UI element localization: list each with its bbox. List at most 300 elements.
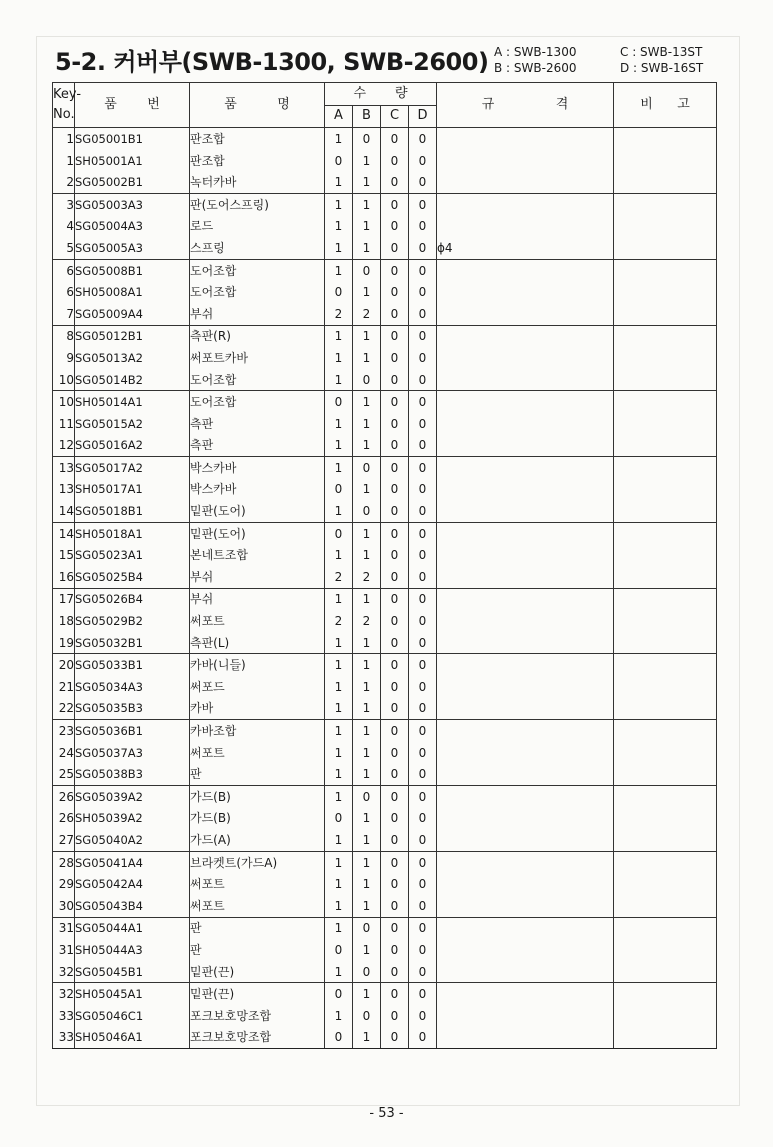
qty-d-cell: 0 bbox=[409, 939, 437, 961]
qty-d-cell: 0 bbox=[409, 435, 437, 457]
qty-b-cell: 1 bbox=[353, 216, 381, 238]
qty-d-cell: 0 bbox=[409, 128, 437, 150]
qty-c-cell: 0 bbox=[381, 544, 409, 566]
qty-b-cell: 1 bbox=[353, 763, 381, 785]
remark-cell bbox=[614, 698, 717, 720]
qty-b-cell: 1 bbox=[353, 237, 381, 259]
part-name-cell: 도어조합 bbox=[190, 369, 325, 391]
part-name-cell: 가드(B) bbox=[190, 808, 325, 830]
part-name-cell: 브라켓트(가드A) bbox=[190, 851, 325, 873]
qty-a-cell: 1 bbox=[325, 654, 353, 676]
qty-a-cell: 1 bbox=[325, 588, 353, 610]
table-row bbox=[53, 983, 717, 1005]
table-row bbox=[53, 698, 717, 720]
remark-cell bbox=[614, 742, 717, 764]
part-number-cell: SG05037A3 bbox=[75, 742, 190, 764]
qty-b-cell: 1 bbox=[353, 808, 381, 830]
spec-cell bbox=[437, 259, 614, 281]
qty-b-cell: 0 bbox=[353, 369, 381, 391]
part-name-cell: 포크보호망조합 bbox=[190, 1005, 325, 1027]
qty-c-cell: 0 bbox=[381, 808, 409, 830]
header-remark bbox=[614, 83, 717, 128]
part-name-cell: 카바조합 bbox=[190, 720, 325, 742]
spec-cell bbox=[437, 1005, 614, 1027]
qty-c-cell: 0 bbox=[381, 281, 409, 303]
qty-b-cell: 2 bbox=[353, 303, 381, 325]
part-number-cell: SG05040A2 bbox=[75, 829, 190, 851]
spec-cell bbox=[437, 479, 614, 501]
qty-b-cell: 0 bbox=[353, 128, 381, 150]
qty-c-cell: 0 bbox=[381, 698, 409, 720]
key-cell: 25 bbox=[53, 763, 75, 785]
key-cell: 10 bbox=[53, 369, 75, 391]
remark-cell bbox=[614, 150, 717, 172]
header-text: 규 bbox=[481, 97, 495, 113]
table-row bbox=[53, 588, 717, 610]
part-name-cell: 써포트 bbox=[190, 873, 325, 895]
part-number-cell: SG05008B1 bbox=[75, 259, 190, 281]
table-row bbox=[53, 391, 717, 413]
remark-cell bbox=[614, 544, 717, 566]
qty-c-cell: 0 bbox=[381, 873, 409, 895]
qty-c-cell: 0 bbox=[381, 413, 409, 435]
spec-cell bbox=[437, 983, 614, 1005]
part-name-cell: 써포드 bbox=[190, 676, 325, 698]
key-cell: 32 bbox=[53, 983, 75, 1005]
qty-a-cell: 1 bbox=[325, 457, 353, 479]
qty-a-cell: 1 bbox=[325, 961, 353, 983]
qty-b-cell: 0 bbox=[353, 500, 381, 522]
key-cell: 19 bbox=[53, 632, 75, 654]
qty-b-cell: 1 bbox=[353, 413, 381, 435]
qty-b-cell: 1 bbox=[353, 150, 381, 172]
qty-a-cell: 1 bbox=[325, 829, 353, 851]
part-number-cell: SG05041A4 bbox=[75, 851, 190, 873]
key-cell: 16 bbox=[53, 566, 75, 588]
part-name-cell: 본네트조합 bbox=[190, 544, 325, 566]
part-name-cell: 스프링 bbox=[190, 237, 325, 259]
qty-c-cell: 0 bbox=[381, 961, 409, 983]
remark-cell bbox=[614, 829, 717, 851]
part-name-cell: 도어조합 bbox=[190, 391, 325, 413]
part-name-cell: 밑판(도어) bbox=[190, 500, 325, 522]
part-name-cell: 카바 bbox=[190, 698, 325, 720]
table-row bbox=[53, 786, 717, 808]
qty-c-cell: 0 bbox=[381, 237, 409, 259]
table-row bbox=[53, 303, 717, 325]
qty-a-cell: 0 bbox=[325, 479, 353, 501]
qty-d-cell: 0 bbox=[409, 610, 437, 632]
qty-d-cell: 0 bbox=[409, 588, 437, 610]
part-name-cell: 밑판(도어) bbox=[190, 522, 325, 544]
part-number-cell: SG05012B1 bbox=[75, 325, 190, 347]
remark-cell bbox=[614, 193, 717, 215]
spec-cell bbox=[437, 216, 614, 238]
table-row bbox=[53, 632, 717, 654]
header-text: 량 bbox=[394, 85, 408, 101]
qty-b-cell: 1 bbox=[353, 479, 381, 501]
qty-d-cell: 0 bbox=[409, 391, 437, 413]
header-key-label: Key- No. bbox=[53, 87, 82, 123]
table-row bbox=[53, 676, 717, 698]
part-number-cell: SH05045A1 bbox=[75, 983, 190, 1005]
part-number-cell: SG05045B1 bbox=[75, 961, 190, 983]
spec-cell bbox=[437, 698, 614, 720]
qty-a-cell: 1 bbox=[325, 917, 353, 939]
part-number-cell: SG05013A2 bbox=[75, 347, 190, 369]
qty-c-cell: 0 bbox=[381, 895, 409, 917]
qty-a-cell: 0 bbox=[325, 150, 353, 172]
qty-a-cell: 0 bbox=[325, 281, 353, 303]
qty-b-cell: 1 bbox=[353, 939, 381, 961]
qty-a-cell: 1 bbox=[325, 873, 353, 895]
page-title: 5-2. 커버부(SWB-1300, SWB-2600) bbox=[55, 48, 489, 76]
part-number-cell: SH05008A1 bbox=[75, 281, 190, 303]
page-number: - 53 - bbox=[369, 1106, 404, 1121]
part-number-cell: SH05046A1 bbox=[75, 1027, 190, 1049]
qty-d-cell: 0 bbox=[409, 786, 437, 808]
qty-d-cell: 0 bbox=[409, 851, 437, 873]
spec-cell bbox=[437, 391, 614, 413]
key-cell: 15 bbox=[53, 544, 75, 566]
remark-cell bbox=[614, 479, 717, 501]
part-name-cell: 로드 bbox=[190, 216, 325, 238]
key-cell: 28 bbox=[53, 851, 75, 873]
qty-a-cell: 1 bbox=[325, 435, 353, 457]
spec-cell bbox=[437, 873, 614, 895]
part-number-cell: SG05038B3 bbox=[75, 763, 190, 785]
qty-d-cell: 0 bbox=[409, 983, 437, 1005]
part-number-cell: SG05029B2 bbox=[75, 610, 190, 632]
key-cell: 22 bbox=[53, 698, 75, 720]
spec-cell bbox=[437, 566, 614, 588]
key-cell: 3 bbox=[53, 193, 75, 215]
spec-cell bbox=[437, 171, 614, 193]
qty-b-cell: 1 bbox=[353, 676, 381, 698]
remark-cell bbox=[614, 632, 717, 654]
table-row bbox=[53, 851, 717, 873]
header-qty-b: B bbox=[353, 105, 381, 128]
qty-a-cell: 0 bbox=[325, 808, 353, 830]
remark-cell bbox=[614, 237, 717, 259]
qty-c-cell: 0 bbox=[381, 171, 409, 193]
table-row bbox=[53, 500, 717, 522]
header-qty-c: C bbox=[381, 105, 409, 128]
part-number-cell: SG05023A1 bbox=[75, 544, 190, 566]
part-number-cell: SG05001B1 bbox=[75, 128, 190, 150]
key-cell: 6 bbox=[53, 259, 75, 281]
qty-a-cell: 2 bbox=[325, 566, 353, 588]
qty-d-cell: 0 bbox=[409, 961, 437, 983]
remark-cell bbox=[614, 457, 717, 479]
part-number-cell: SH05017A1 bbox=[75, 479, 190, 501]
part-number-cell: SG05025B4 bbox=[75, 566, 190, 588]
qty-a-cell: 1 bbox=[325, 742, 353, 764]
table-row bbox=[53, 544, 717, 566]
key-cell: 29 bbox=[53, 873, 75, 895]
table-row bbox=[53, 150, 717, 172]
table-row bbox=[53, 808, 717, 830]
spec-cell bbox=[437, 588, 614, 610]
key-cell: 12 bbox=[53, 435, 75, 457]
key-cell: 20 bbox=[53, 654, 75, 676]
qty-b-cell: 1 bbox=[353, 391, 381, 413]
key-cell: 26 bbox=[53, 786, 75, 808]
key-cell: 2 bbox=[53, 171, 75, 193]
part-number-cell: SG05014B2 bbox=[75, 369, 190, 391]
qty-b-cell: 1 bbox=[353, 193, 381, 215]
qty-a-cell: 1 bbox=[325, 720, 353, 742]
qty-a-cell: 1 bbox=[325, 698, 353, 720]
qty-c-cell: 0 bbox=[381, 720, 409, 742]
qty-d-cell: 0 bbox=[409, 522, 437, 544]
qty-d-cell: 0 bbox=[409, 413, 437, 435]
remark-cell bbox=[614, 1027, 717, 1049]
table-row bbox=[53, 193, 717, 215]
part-number-cell: SG05033B1 bbox=[75, 654, 190, 676]
header-text: 명 bbox=[277, 97, 290, 113]
qty-c-cell: 0 bbox=[381, 325, 409, 347]
header-spec bbox=[437, 83, 614, 128]
spec-cell bbox=[437, 676, 614, 698]
key-cell: 13 bbox=[53, 457, 75, 479]
key-cell: 26 bbox=[53, 808, 75, 830]
header-text: 품 bbox=[104, 97, 117, 113]
part-name-cell: 박스카바 bbox=[190, 479, 325, 501]
qty-c-cell: 0 bbox=[381, 347, 409, 369]
qty-d-cell: 0 bbox=[409, 303, 437, 325]
qty-a-cell: 1 bbox=[325, 851, 353, 873]
qty-a-cell: 1 bbox=[325, 325, 353, 347]
qty-d-cell: 0 bbox=[409, 873, 437, 895]
part-name-cell: 써포트 bbox=[190, 895, 325, 917]
qty-b-cell: 0 bbox=[353, 259, 381, 281]
table-row bbox=[53, 347, 717, 369]
qty-b-cell: 1 bbox=[353, 654, 381, 676]
part-number-cell: SG05046C1 bbox=[75, 1005, 190, 1027]
qty-b-cell: 1 bbox=[353, 720, 381, 742]
qty-a-cell: 1 bbox=[325, 786, 353, 808]
key-cell: 1 bbox=[53, 150, 75, 172]
qty-c-cell: 0 bbox=[381, 457, 409, 479]
remark-cell bbox=[614, 171, 717, 193]
qty-c-cell: 0 bbox=[381, 128, 409, 150]
header-qty-a: A bbox=[325, 105, 353, 128]
part-name-cell: 포크보호망조합 bbox=[190, 1027, 325, 1049]
qty-b-cell: 0 bbox=[353, 786, 381, 808]
table-row bbox=[53, 895, 717, 917]
qty-b-cell: 1 bbox=[353, 435, 381, 457]
qty-a-cell: 1 bbox=[325, 895, 353, 917]
part-number-cell: SG05032B1 bbox=[75, 632, 190, 654]
key-cell: 17 bbox=[53, 588, 75, 610]
qty-c-cell: 0 bbox=[381, 786, 409, 808]
qty-b-cell: 1 bbox=[353, 873, 381, 895]
table-row bbox=[53, 1005, 717, 1027]
table-row bbox=[53, 939, 717, 961]
key-cell: 33 bbox=[53, 1005, 75, 1027]
qty-b-cell: 1 bbox=[353, 1027, 381, 1049]
spec-cell bbox=[437, 720, 614, 742]
part-name-cell: 부쉬 bbox=[190, 303, 325, 325]
header-part-number bbox=[75, 83, 190, 128]
qty-c-cell: 0 bbox=[381, 193, 409, 215]
key-cell: 14 bbox=[53, 522, 75, 544]
header-part-name bbox=[190, 83, 325, 128]
remark-cell bbox=[614, 413, 717, 435]
qty-b-cell: 1 bbox=[353, 632, 381, 654]
qty-b-cell: 1 bbox=[353, 829, 381, 851]
spec-cell bbox=[437, 193, 614, 215]
spec-cell bbox=[437, 917, 614, 939]
key-cell: 18 bbox=[53, 610, 75, 632]
qty-c-cell: 0 bbox=[381, 851, 409, 873]
spec-cell bbox=[437, 1027, 614, 1049]
part-number-cell: SH05001A1 bbox=[75, 150, 190, 172]
part-number-cell: SG05005A3 bbox=[75, 237, 190, 259]
qty-c-cell: 0 bbox=[381, 742, 409, 764]
qty-c-cell: 0 bbox=[381, 500, 409, 522]
part-number-cell: SG05018B1 bbox=[75, 500, 190, 522]
key-cell: 1 bbox=[53, 128, 75, 150]
qty-d-cell: 0 bbox=[409, 216, 437, 238]
qty-a-cell: 1 bbox=[325, 347, 353, 369]
table-row bbox=[53, 829, 717, 851]
key-cell: 4 bbox=[53, 216, 75, 238]
qty-d-cell: 0 bbox=[409, 895, 437, 917]
qty-c-cell: 0 bbox=[381, 1027, 409, 1049]
spec-cell bbox=[437, 325, 614, 347]
part-name-cell: 측판(L) bbox=[190, 632, 325, 654]
table-row bbox=[53, 435, 717, 457]
part-name-cell: 측판 bbox=[190, 413, 325, 435]
qty-b-cell: 1 bbox=[353, 851, 381, 873]
remark-cell bbox=[614, 391, 717, 413]
remark-cell bbox=[614, 588, 717, 610]
legend-item: D : SWB-16ST bbox=[620, 61, 704, 75]
qty-b-cell: 1 bbox=[353, 544, 381, 566]
part-number-cell: SH05039A2 bbox=[75, 808, 190, 830]
part-name-cell: 써포트 bbox=[190, 742, 325, 764]
table-row bbox=[53, 1027, 717, 1049]
key-cell: 5 bbox=[53, 237, 75, 259]
spec-cell bbox=[437, 939, 614, 961]
qty-d-cell: 0 bbox=[409, 259, 437, 281]
table-row bbox=[53, 479, 717, 501]
qty-d-cell: 0 bbox=[409, 237, 437, 259]
part-number-cell: SG05039A2 bbox=[75, 786, 190, 808]
key-cell: 31 bbox=[53, 939, 75, 961]
remark-cell bbox=[614, 961, 717, 983]
part-name-cell: 판 bbox=[190, 939, 325, 961]
qty-c-cell: 0 bbox=[381, 216, 409, 238]
part-name-cell: 녹터카바 bbox=[190, 171, 325, 193]
qty-a-cell: 0 bbox=[325, 939, 353, 961]
qty-b-cell: 1 bbox=[353, 895, 381, 917]
qty-d-cell: 0 bbox=[409, 763, 437, 785]
qty-d-cell: 0 bbox=[409, 193, 437, 215]
remark-cell bbox=[614, 303, 717, 325]
header-text: 번 bbox=[147, 97, 160, 113]
part-name-cell: 카바(니들) bbox=[190, 654, 325, 676]
part-number-cell: SG05003A3 bbox=[75, 193, 190, 215]
remark-cell bbox=[614, 786, 717, 808]
spec-cell bbox=[437, 150, 614, 172]
key-cell: 8 bbox=[53, 325, 75, 347]
qty-d-cell: 0 bbox=[409, 325, 437, 347]
remark-cell bbox=[614, 522, 717, 544]
header-text: 수 bbox=[353, 85, 367, 101]
part-number-cell: SG05016A2 bbox=[75, 435, 190, 457]
key-cell: 21 bbox=[53, 676, 75, 698]
qty-d-cell: 0 bbox=[409, 808, 437, 830]
key-cell: 14 bbox=[53, 500, 75, 522]
table-row bbox=[53, 128, 717, 150]
qty-a-cell: 0 bbox=[325, 391, 353, 413]
qty-b-cell: 1 bbox=[353, 742, 381, 764]
qty-c-cell: 0 bbox=[381, 479, 409, 501]
part-name-cell: 밑판(끈) bbox=[190, 983, 325, 1005]
remark-cell bbox=[614, 895, 717, 917]
qty-b-cell: 2 bbox=[353, 610, 381, 632]
part-name-cell: 부쉬 bbox=[190, 566, 325, 588]
header-text: 격 bbox=[555, 97, 569, 113]
part-name-cell: 판 bbox=[190, 917, 325, 939]
table-row bbox=[53, 873, 717, 895]
qty-a-cell: 1 bbox=[325, 763, 353, 785]
part-number-cell: SG05036B1 bbox=[75, 720, 190, 742]
spec-cell bbox=[437, 128, 614, 150]
spec-cell bbox=[437, 829, 614, 851]
spec-cell bbox=[437, 413, 614, 435]
table-row bbox=[53, 216, 717, 238]
table-row bbox=[53, 237, 717, 259]
key-cell: 13 bbox=[53, 479, 75, 501]
qty-b-cell: 1 bbox=[353, 983, 381, 1005]
qty-c-cell: 0 bbox=[381, 566, 409, 588]
legend-item: A : SWB-1300 bbox=[494, 45, 577, 59]
table-row bbox=[53, 259, 717, 281]
header-text: 품 bbox=[224, 97, 237, 113]
spec-cell bbox=[437, 961, 614, 983]
spec-cell bbox=[437, 457, 614, 479]
qty-b-cell: 1 bbox=[353, 698, 381, 720]
parts-table bbox=[52, 82, 717, 1049]
qty-a-cell: 0 bbox=[325, 522, 353, 544]
key-cell: 31 bbox=[53, 917, 75, 939]
part-name-cell: 밑판(끈) bbox=[190, 961, 325, 983]
qty-a-cell: 1 bbox=[325, 193, 353, 215]
part-number-cell: SG05002B1 bbox=[75, 171, 190, 193]
key-cell: 10 bbox=[53, 391, 75, 413]
table-row bbox=[53, 171, 717, 193]
part-name-cell: 가드(B) bbox=[190, 786, 325, 808]
qty-b-cell: 1 bbox=[353, 325, 381, 347]
table-row bbox=[53, 720, 717, 742]
part-number-cell: SG05015A2 bbox=[75, 413, 190, 435]
qty-c-cell: 0 bbox=[381, 303, 409, 325]
part-name-cell: 판조합 bbox=[190, 128, 325, 150]
qty-d-cell: 0 bbox=[409, 676, 437, 698]
qty-d-cell: 0 bbox=[409, 171, 437, 193]
table-row bbox=[53, 369, 717, 391]
spec-cell bbox=[437, 500, 614, 522]
table-row bbox=[53, 522, 717, 544]
qty-a-cell: 1 bbox=[325, 128, 353, 150]
qty-b-cell: 0 bbox=[353, 1005, 381, 1027]
qty-b-cell: 1 bbox=[353, 588, 381, 610]
qty-d-cell: 0 bbox=[409, 457, 437, 479]
